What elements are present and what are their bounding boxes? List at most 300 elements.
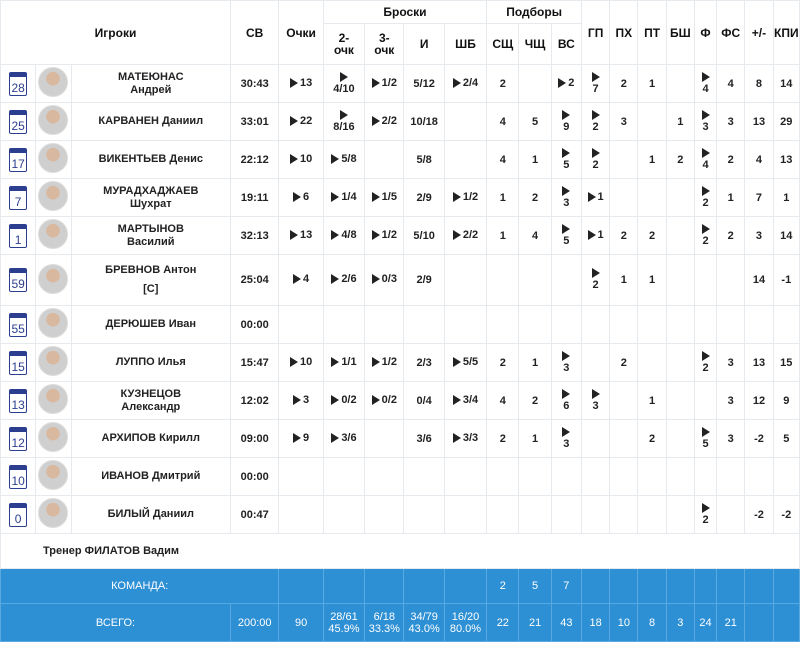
stat-three [365, 458, 404, 496]
jersey-number: 25 [9, 110, 27, 134]
stat-pt: 2 [638, 420, 666, 458]
stat-two [323, 496, 364, 534]
stat-bsh [666, 344, 694, 382]
stat-shb: 3/4 [444, 382, 486, 420]
stat-gp [582, 420, 610, 458]
stat-kpi [773, 306, 799, 344]
player-row[interactable] [1, 103, 800, 141]
stat-shch: 1 [487, 179, 519, 217]
total-three: 6/18 33.3% [365, 604, 404, 642]
stat-f: 5 [694, 420, 716, 458]
header-shots: Броски [323, 1, 486, 24]
play-icon [592, 148, 600, 158]
play-icon [372, 192, 380, 202]
stat-f: 3 [694, 103, 716, 141]
stat-sv: 12:02 [230, 382, 278, 420]
player-row[interactable] [1, 420, 800, 458]
stat-two [323, 306, 364, 344]
stat-shb: 2/2 [444, 217, 486, 255]
play-icon [293, 395, 301, 405]
player-row[interactable] [1, 496, 800, 534]
stat-shch [487, 255, 519, 306]
stat-two: 5/8 [323, 141, 364, 179]
team-label: КОМАНДА: [1, 569, 279, 604]
stat-three [365, 496, 404, 534]
total-label: ВСЕГО: [1, 604, 231, 642]
stat-pm: -2 [745, 420, 773, 458]
jersey-number: 28 [9, 72, 27, 96]
stat-f: 4 [694, 141, 716, 179]
stat-pt [638, 496, 666, 534]
player-row[interactable] [1, 217, 800, 255]
play-icon [562, 186, 570, 196]
avatar [38, 105, 68, 135]
play-icon [702, 427, 710, 437]
stat-pm [745, 458, 773, 496]
stat-f: 2 [694, 344, 716, 382]
jersey-number: 15 [9, 351, 27, 375]
stat-bsh [666, 65, 694, 103]
play-icon [453, 433, 461, 443]
play-icon [592, 389, 600, 399]
stat-fs [717, 255, 745, 306]
stat-f: 2 [694, 217, 716, 255]
stat-px [610, 458, 638, 496]
stat-pts: 13 [279, 217, 323, 255]
player-name[interactable]: ИВАНОВ Дмитрий [71, 458, 230, 496]
header-sv: СВ [230, 1, 278, 65]
stat-sv: 19:11 [230, 179, 278, 217]
header-f: Ф [694, 1, 716, 65]
play-icon [290, 357, 298, 367]
player-name[interactable]: ВИКЕНТЬЕВ Денис [71, 141, 230, 179]
stat-f: 2 [694, 496, 716, 534]
total-pt: 8 [638, 604, 666, 642]
play-icon [702, 224, 710, 234]
stat-pm: 13 [745, 103, 773, 141]
stat-shch: 2 [487, 65, 519, 103]
stat-kpi: 15 [773, 344, 799, 382]
stat-pt: 1 [638, 382, 666, 420]
stat-vs: 3 [551, 179, 581, 217]
stat-bsh [666, 255, 694, 306]
stat-i: 5/10 [404, 217, 444, 255]
player-row[interactable] [1, 179, 800, 217]
stat-i: 3/6 [404, 420, 444, 458]
avatar [38, 143, 68, 173]
play-icon [331, 154, 339, 164]
play-icon [702, 503, 710, 513]
stat-sv: 15:47 [230, 344, 278, 382]
total-f: 24 [694, 604, 716, 642]
header-players: Игроки [1, 1, 231, 65]
play-icon [331, 357, 339, 367]
stat-two: 1/1 [323, 344, 364, 382]
stat-vs: 9 [551, 103, 581, 141]
stat-kpi: 14 [773, 65, 799, 103]
stat-pts [279, 496, 323, 534]
stat-i: 5/12 [404, 65, 444, 103]
stat-shb [444, 496, 486, 534]
jersey-number: 7 [9, 186, 27, 210]
play-icon [372, 357, 380, 367]
play-icon [331, 433, 339, 443]
stat-two: 4/10 [323, 65, 364, 103]
stat-fs: 2 [717, 141, 745, 179]
avatar [38, 498, 68, 528]
stat-chshch: 1 [519, 420, 551, 458]
total-vs: 43 [551, 604, 581, 642]
stat-pm: 7 [745, 179, 773, 217]
stat-three: 1/5 [365, 179, 404, 217]
header-shch: СЩ [487, 24, 519, 65]
play-icon [453, 395, 461, 405]
play-icon [340, 72, 348, 82]
stat-bsh [666, 217, 694, 255]
stat-fs: 4 [717, 65, 745, 103]
stat-three: 1/2 [365, 344, 404, 382]
stat-bsh: 1 [666, 103, 694, 141]
stat-sv: 22:12 [230, 141, 278, 179]
play-icon [290, 230, 298, 240]
stat-pm: 13 [745, 344, 773, 382]
player-name[interactable]: КУЗНЕЦОВ Александр [71, 382, 230, 420]
stat-chshch [519, 306, 551, 344]
player-name[interactable]: МУРАДХАДЖАЕВ Шухрат [71, 179, 230, 217]
play-icon [588, 230, 596, 240]
player-row[interactable] [1, 141, 800, 179]
header-gp: ГП [582, 1, 610, 65]
play-icon [588, 192, 596, 202]
stat-pm [745, 306, 773, 344]
header-kpi: КПИ [773, 1, 799, 65]
play-icon [558, 78, 566, 88]
stat-bsh [666, 179, 694, 217]
header-three: 3-очк [365, 24, 404, 65]
play-icon [372, 274, 380, 284]
player-name[interactable]: БИЛЫЙ Даниил [71, 496, 230, 534]
player-row[interactable] [1, 65, 800, 103]
header-two: 2-очк [323, 24, 364, 65]
stat-gp: 2 [582, 103, 610, 141]
avatar [38, 181, 68, 211]
stat-pts: 10 [279, 344, 323, 382]
stat-fs: 3 [717, 344, 745, 382]
play-icon [702, 148, 710, 158]
stat-px [610, 179, 638, 217]
stat-fs: 3 [717, 382, 745, 420]
play-icon [702, 351, 710, 361]
header-pt: ПТ [638, 1, 666, 65]
stat-shch: 4 [487, 141, 519, 179]
stat-shch: 4 [487, 103, 519, 141]
stat-chshch: 2 [519, 179, 551, 217]
stat-chshch: 1 [519, 141, 551, 179]
stat-two: 1/4 [323, 179, 364, 217]
stat-px [610, 420, 638, 458]
stat-shb [444, 103, 486, 141]
stat-pts: 9 [279, 420, 323, 458]
stat-shb [444, 306, 486, 344]
stat-kpi [773, 458, 799, 496]
play-icon [372, 78, 380, 88]
play-icon [293, 192, 301, 202]
player-name[interactable]: ДЕРЮШЕВ Иван [71, 306, 230, 344]
play-icon [340, 110, 348, 120]
stat-chshch: 2 [519, 382, 551, 420]
stat-chshch: 5 [519, 103, 551, 141]
header-points: Очки [279, 1, 323, 65]
stat-gp [582, 458, 610, 496]
play-icon [453, 78, 461, 88]
stat-vs: 3 [551, 344, 581, 382]
stat-fs [717, 496, 745, 534]
player-name[interactable]: МАРТЫНОВ Василий [71, 217, 230, 255]
play-icon [331, 230, 339, 240]
stat-kpi: 1 [773, 179, 799, 217]
stat-fs [717, 306, 745, 344]
stat-vs [551, 255, 581, 306]
stat-kpi: -2 [773, 496, 799, 534]
play-icon [592, 110, 600, 120]
header-chshch: ЧЩ [519, 24, 551, 65]
avatar [38, 460, 68, 490]
avatar [38, 308, 68, 338]
play-icon [331, 395, 339, 405]
stat-pt: 2 [638, 217, 666, 255]
play-icon [702, 72, 710, 82]
stat-three [365, 420, 404, 458]
stat-gp: 2 [582, 255, 610, 306]
play-icon [592, 72, 600, 82]
stat-shb [444, 255, 486, 306]
stat-fs: 2 [717, 217, 745, 255]
player-name[interactable]: БРЕВНОВ Антон [C] [71, 255, 230, 306]
stat-fs: 3 [717, 103, 745, 141]
stat-vs [551, 496, 581, 534]
player-name[interactable]: АРХИПОВ Кирилл [71, 420, 230, 458]
stat-kpi: 29 [773, 103, 799, 141]
avatar [38, 219, 68, 249]
play-icon [293, 274, 301, 284]
stat-pm: 14 [745, 255, 773, 306]
stat-shb: 5/5 [444, 344, 486, 382]
stat-three [365, 141, 404, 179]
header-px: ПХ [610, 1, 638, 65]
stat-bsh [666, 306, 694, 344]
stat-two: 0/2 [323, 382, 364, 420]
header-rebounds: Подборы [487, 1, 582, 24]
stat-three: 1/2 [365, 65, 404, 103]
stat-shb: 1/2 [444, 179, 486, 217]
stat-three: 0/3 [365, 255, 404, 306]
stat-pm: 8 [745, 65, 773, 103]
stat-pts: 13 [279, 65, 323, 103]
stat-three [365, 306, 404, 344]
stat-gp: 1 [582, 217, 610, 255]
jersey-number: 13 [9, 389, 27, 413]
stat-sv: 32:13 [230, 217, 278, 255]
stat-sv: 30:43 [230, 65, 278, 103]
stat-three: 2/2 [365, 103, 404, 141]
header-fs: ФС [717, 1, 745, 65]
stat-f: 2 [694, 179, 716, 217]
stat-chshch [519, 496, 551, 534]
stat-shch: 2 [487, 344, 519, 382]
stat-i: 10/18 [404, 103, 444, 141]
stat-chshch [519, 458, 551, 496]
stat-pt [638, 458, 666, 496]
avatar [38, 67, 68, 97]
stat-three: 0/2 [365, 382, 404, 420]
play-icon [562, 148, 570, 158]
play-icon [372, 395, 380, 405]
player-row[interactable] [1, 382, 800, 420]
jersey-number: 55 [9, 313, 27, 337]
play-icon [592, 268, 600, 278]
jersey-number: 0 [9, 503, 27, 527]
stat-shch [487, 458, 519, 496]
stat-gp: 3 [582, 382, 610, 420]
stat-shch [487, 496, 519, 534]
stat-two [323, 458, 364, 496]
stat-two: 3/6 [323, 420, 364, 458]
stat-bsh [666, 458, 694, 496]
stat-chshch [519, 255, 551, 306]
stat-pts [279, 306, 323, 344]
stat-i: 0/4 [404, 382, 444, 420]
stat-f: 4 [694, 65, 716, 103]
stat-shch: 1 [487, 217, 519, 255]
team-chshch: 5 [519, 569, 551, 604]
stat-pts: 22 [279, 103, 323, 141]
stat-two: 2/6 [323, 255, 364, 306]
stat-pt [638, 344, 666, 382]
total-shb: 16/20 80.0% [444, 604, 486, 642]
stat-bsh [666, 496, 694, 534]
play-icon [562, 427, 570, 437]
stat-bsh [666, 382, 694, 420]
header-i: И [404, 24, 444, 65]
stat-px: 2 [610, 344, 638, 382]
jersey-number: 59 [9, 268, 27, 292]
player-name[interactable]: КАРВАНЕН Даниил [71, 103, 230, 141]
player-row[interactable] [1, 306, 800, 344]
avatar [38, 422, 68, 452]
stat-shb [444, 141, 486, 179]
stat-two: 4/8 [323, 217, 364, 255]
players-body [1, 65, 800, 534]
stat-vs: 3 [551, 420, 581, 458]
total-row [1, 604, 800, 642]
play-icon [562, 110, 570, 120]
header-bsh: БШ [666, 1, 694, 65]
stat-px [610, 382, 638, 420]
stat-pt [638, 179, 666, 217]
stat-pts: 6 [279, 179, 323, 217]
play-icon [331, 192, 339, 202]
play-icon [293, 433, 301, 443]
play-icon [372, 116, 380, 126]
jersey-number: 17 [9, 148, 27, 172]
stat-vs: 2 [551, 65, 581, 103]
stat-gp [582, 306, 610, 344]
stat-px: 2 [610, 65, 638, 103]
header-shb: ШБ [444, 24, 486, 65]
total-sv: 200:00 [230, 604, 278, 642]
stat-px [610, 306, 638, 344]
stat-chshch: 1 [519, 344, 551, 382]
total-fs: 21 [717, 604, 745, 642]
play-icon [702, 110, 710, 120]
play-icon [290, 116, 298, 126]
stat-kpi: -1 [773, 255, 799, 306]
stat-i [404, 306, 444, 344]
team-shch: 2 [487, 569, 519, 604]
stat-pm: 12 [745, 382, 773, 420]
stat-sv: 09:00 [230, 420, 278, 458]
stat-pm: 3 [745, 217, 773, 255]
stat-f [694, 306, 716, 344]
stat-gp: 1 [582, 179, 610, 217]
stat-bsh [666, 420, 694, 458]
player-name[interactable]: ЛУППО Илья [71, 344, 230, 382]
stat-px: 2 [610, 217, 638, 255]
stat-i [404, 458, 444, 496]
stat-pts: 3 [279, 382, 323, 420]
stat-i: 2/9 [404, 179, 444, 217]
stat-sv: 33:01 [230, 103, 278, 141]
play-icon [562, 389, 570, 399]
stat-pm: 4 [745, 141, 773, 179]
stat-kpi: 14 [773, 217, 799, 255]
stat-shb: 2/4 [444, 65, 486, 103]
stat-pt [638, 103, 666, 141]
total-gp: 18 [582, 604, 610, 642]
stat-sv: 00:00 [230, 306, 278, 344]
stat-shch: 4 [487, 382, 519, 420]
stat-px: 1 [610, 255, 638, 306]
total-i: 34/79 43.0% [404, 604, 444, 642]
stat-sv: 25:04 [230, 255, 278, 306]
stat-kpi: 13 [773, 141, 799, 179]
play-icon [372, 230, 380, 240]
jersey-number: 1 [9, 224, 27, 248]
stat-chshch: 4 [519, 217, 551, 255]
stat-gp [582, 344, 610, 382]
player-row[interactable] [1, 458, 800, 496]
player-name[interactable]: МАТЕЮНАС Андрей [71, 65, 230, 103]
stat-vs [551, 306, 581, 344]
stat-px [610, 496, 638, 534]
stat-shb [444, 458, 486, 496]
stat-pt [638, 306, 666, 344]
stat-pts: 4 [279, 255, 323, 306]
stat-two: 8/16 [323, 103, 364, 141]
stat-pt: 1 [638, 141, 666, 179]
stat-kpi: 9 [773, 382, 799, 420]
player-row[interactable] [1, 255, 800, 306]
total-bsh: 3 [666, 604, 694, 642]
stat-shch: 2 [487, 420, 519, 458]
total-chshch: 21 [519, 604, 551, 642]
avatar [38, 264, 68, 294]
stat-vs: 5 [551, 141, 581, 179]
stat-fs: 3 [717, 420, 745, 458]
jersey-number: 10 [9, 465, 27, 489]
player-row[interactable] [1, 344, 800, 382]
play-icon [453, 230, 461, 240]
